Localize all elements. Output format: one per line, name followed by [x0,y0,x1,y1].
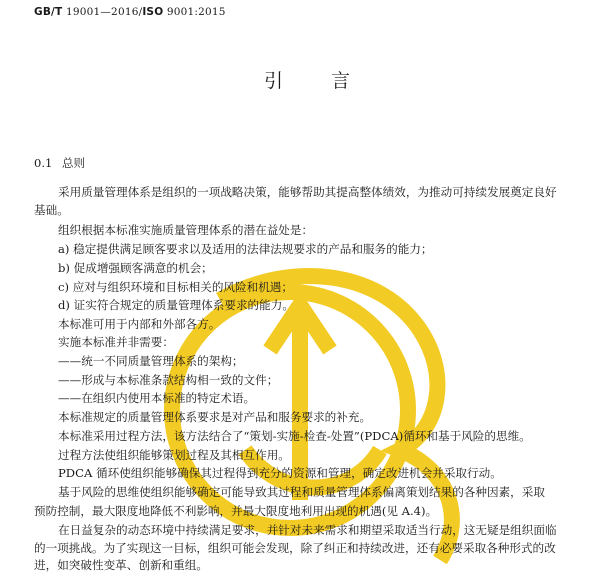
body-line: 本标准采用过程方法，该方法结合了“策划-实施-检查-处置”(PDCA)循环和基于风险的思维。 [58,429,531,443]
list-item: a) 稳定提供满足顾客要求以及适用的法律法规要求的产品和服务的能力； [58,242,433,256]
body-line: 预防控制，最大限度地降低不利影响，并最大限度地利用出现的机遇(见 A.4)。 [34,504,438,518]
list-item: d) 证实符合规定的质量管理体系要求的能力。 [58,298,294,312]
body-line: 本标准可用于内部和外部各方。 [58,317,221,331]
section-title: 总则 [62,156,85,170]
standard-number-2: 9001:2015 [163,6,226,18]
body-line: 组织根据本标准实施质量管理体系的潜在益处是： [58,223,314,237]
body-line: 的一项挑战。为了实现这一目标，组织可能会发现，除了纠正和持续改进，还有必要采取各种形式的改 [34,541,556,555]
page-header [34,6,226,18]
body-line: 采用质量管理体系是组织的一项战略决策，能够帮助其提高整体绩效，为推动可持续发展奠定良好 [58,185,557,199]
standard-id-gbt: GB/T [34,6,63,18]
standard-id-iso: ISO [142,6,164,18]
dash-item: ——在组织内使用本标准的特定术语。 [58,391,256,405]
body-line: 进，如突破性变革、创新和重组。 [34,558,208,572]
list-item: c) 应对与组织环境和目标相关的风险和机遇； [58,280,293,294]
page-title: 引言 [263,70,398,92]
body-line: PDCA 循环使组织能够确保其过程得到充分的资源和管理，确定改进机会并采取行动。 [58,466,502,480]
body-line: 基础。 [34,203,69,217]
standard-number-1: 19001—2016/ [62,6,143,18]
body-line: 本标准规定的质量管理体系要求是对产品和服务要求的补充。 [58,410,372,424]
section-heading [34,155,85,171]
body-line: 过程方法使组织能够策划过程及其相互作用。 [58,448,290,462]
dash-item: ——统一不同质量管理体系的架构； [58,354,244,368]
section-number: 0.1 [34,156,53,170]
dash-item: ——形成与本标准条款结构相一致的文件； [58,373,279,387]
body-line: 基于风险的思维使组织能够确定可能导致其过程和质量管理体系偏离策划结果的各种因素，采取 [58,485,545,499]
body-line: 在日益复杂的动态环境中持续满足要求，并针对未来需求和期望采取适当行动，这无疑是组织面临 [58,523,557,537]
body-line: 实施本标准并非需要： [58,335,174,349]
list-item: b) 促成增强顾客满意的机会； [58,261,213,275]
